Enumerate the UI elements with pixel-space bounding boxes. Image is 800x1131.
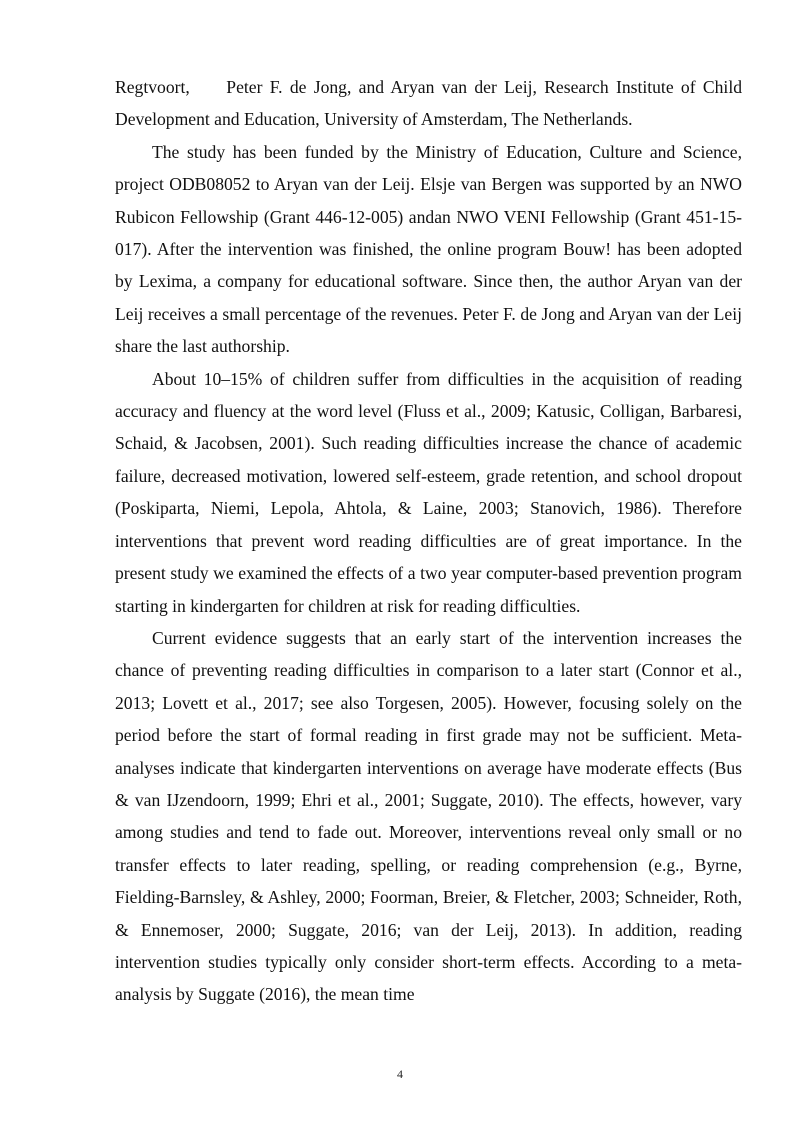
body-paragraph-1: About 10–15% of children suffer from difficulties in the acquisition of reading accuracy and fluency at the word level (Fluss et al., 2009; Katusic, Colligan, Barbaresi, Schaid, & Jacobsen, 2001). Such reading difficulties increase the chance of academic failure, decreased motivation, lowered self-esteem, grade retention, and school dropout (Poskiparta, Niemi, Lepola, Ahtola, & Laine, 2003; Stanovich, 1986). Therefore interventions that prevent word reading difficulties are of great importance. In the present study we examined the effects of a two year computer-based prevention program starting in kindergarten for children at risk for reading difficulties. [115,368,742,616]
affiliation-text: Peter F. de Jong, and Aryan van der Leij, Research Institute of Child Development and Education, University of Amsterdam, The Netherlands. [115,77,742,130]
document-page [115,71,742,1011]
affiliation-note [115,71,742,136]
body-paragraph-2: Current evidence suggests that an early start of the intervention increases the chance of preventing reading difficulties in comparison to a later start (Connor et al., 2013; Lovett et al., 2017; see also Torgesen, 2005). However, focusing solely on the period before the start of formal reading in first grade may not be sufficient. Meta-analyses indicate that kindergarten interventions on average have moderate effects (Bus & van IJzendoorn, 1999; Ehri et al., 2001; Suggate, 2010). The effects, however, vary among studies and tend to fade out. Moreover, interventions reveal only small or no transfer effects to later reading, spelling, or reading comprehension (e.g., Byrne, Fielding-Barnsley, & Ashley, 2000; Foorman, Breier, & Fletcher, 2003; Schneider, Roth, & Ennemoser, 2000; Suggate, 2016; van der Leij, 2013). In addition, reading intervention studies typically only consider short-term effects. According to a meta-analysis by Suggate (2016), the mean time [115,627,742,1005]
funding-note: The study has been funded by the Ministry of Education, Culture and Science, project ODB08052 to Aryan van der Leij. Elsje van Bergen was supported by an NWO Rubicon Fellowship (Grant 446-12-005) andan NWO VENI Fellowship (Grant 451-15-017). After the intervention was finished, the online program Bouw! has been adopted by Lexima, a company for educational software. Since then, the author Aryan van der Leij receives a small percentage of the revenues. Peter F. de Jong and Aryan van der Leij share the last authorship. [115,141,742,357]
affiliation-name: Regtvoort, [115,77,190,97]
page-number: 4 [397,1067,403,1081]
